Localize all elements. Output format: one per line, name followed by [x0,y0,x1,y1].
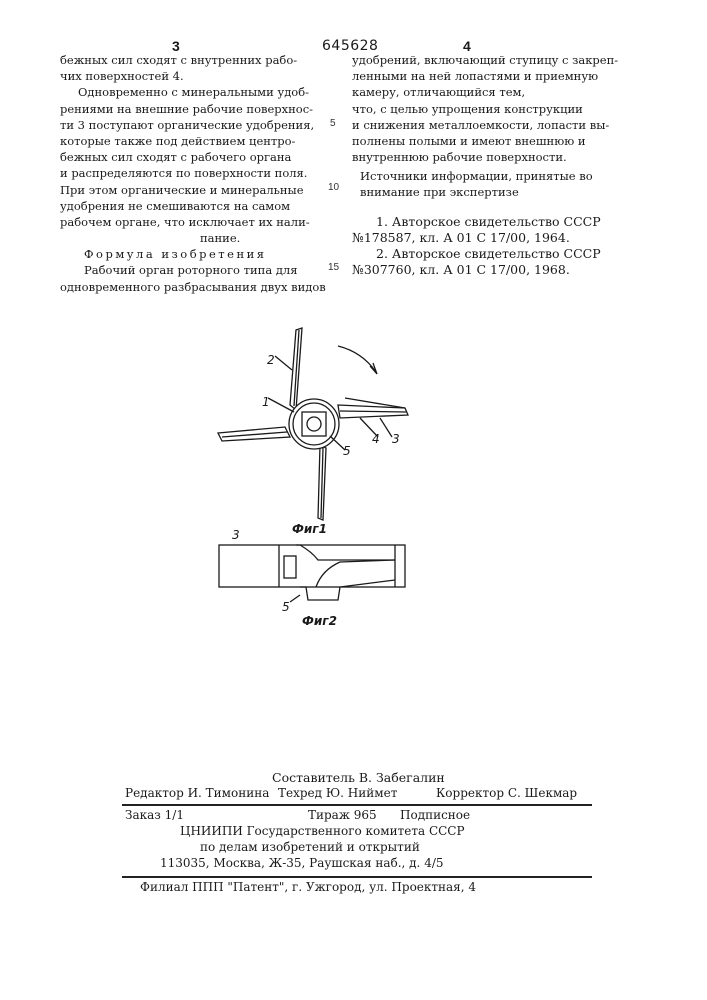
claim-line: что, с целью упрощения конструкции [352,101,583,116]
patent-number: 645628 [322,38,379,54]
sources-line: внимание при экспертизе [360,185,519,200]
left-line: При этом органические и минеральные [60,182,304,197]
claim-line: и снижения металлоемкости, лопасти вы- [352,117,610,132]
left-line: бежных сил сходят с внутренних рабо- [60,53,298,67]
left-line: рениями на внешние рабочие поверхнос- [60,101,314,116]
imprint-editor: Редактор И. Тимонина [125,786,270,800]
claim-line: удобрений, включающий ступицу с закреп- [352,53,619,67]
imprint-circulation: Тираж 965 [308,808,377,822]
claim-line: ленными на ней лопастями и приемную [352,69,599,84]
imprint-subscription: Подписное [400,808,471,822]
left-line: Рабочий орган роторного типа для [84,263,298,278]
fig2-label-5: 5 [282,600,290,614]
left-line: бежных сил сходят с рабочего органа [60,150,292,165]
imprint-corrector: Корректор С. Шекмар [436,786,578,800]
line-number: 15 [328,262,340,273]
line-number: 5 [330,118,336,129]
left-line: и распределяются по поверхности поля. [60,166,308,181]
imprint-compiler: Составитель В. Забегалин [272,770,445,785]
imprint-divider-bottom [122,876,592,878]
claim-line: камеру, отличающийся тем, [352,85,526,100]
imprint-order: Заказ 1/1 [125,808,184,822]
fig1-label-3: 3 [392,432,400,446]
formula-heading: Формула изобретения [84,247,267,262]
fig1-label-5: 5 [343,444,351,458]
claim-line: внутреннюю рабочие поверхности. [352,150,567,165]
reference-2-detail: №307760, кл. А 01 С 17/00, 1968. [352,262,570,277]
sources-line: Источники информации, принятые во [360,169,593,183]
fig1-label-4: 4 [372,432,380,446]
fig1-label-2: 2 [267,353,275,367]
imprint-org-line2: по делам изобретений и открытий [200,840,420,854]
left-line: удобрения не смешиваются на самом [60,198,291,213]
imprint-branch: Филиал ППП "Патент", г. Ужгород, ул. Проектная, 4 [140,880,477,894]
fig1-label-1: 1 [262,395,270,409]
left-line: ти 3 поступают органические удобрения, [60,117,315,132]
left-line: которые также под действием центро- [60,133,296,148]
fig2-label-3: 3 [232,528,240,542]
page-number-right: 4 [463,38,471,54]
imprint-divider-top [122,804,592,806]
imprint-org-line1: ЦНИИПИ Государственного комитета СССР [180,824,465,838]
fig1-caption: Фиг1 [292,522,327,536]
left-line: одновременного разбрасывания двух видов [60,279,326,294]
imprint-address: 113035, Москва, Ж-35, Раушская наб., д. 4/5 [160,856,444,870]
claim-line: полнены полыми и имеют внешнюю и [352,133,586,148]
left-line: чих поверхностей 4. [60,69,184,84]
reference-1-detail: №178587, кл. А 01 С 17/00, 1964. [352,230,570,245]
left-line: рабочем органе, что исключает их нали- [60,214,310,229]
reference-1-title: 1. Авторское свидетельство СССР [376,214,601,229]
page-number-left: 3 [172,38,180,54]
imprint-techred: Техред Ю. Ниймет [278,786,398,800]
line-number: 10 [328,182,340,193]
reference-2-title: 2. Авторское свидетельство СССР [376,246,601,261]
fig2-caption: Фиг2 [302,614,337,628]
left-line: пание. [200,231,241,246]
left-line: Одновременно с минеральными удоб- [78,85,310,100]
